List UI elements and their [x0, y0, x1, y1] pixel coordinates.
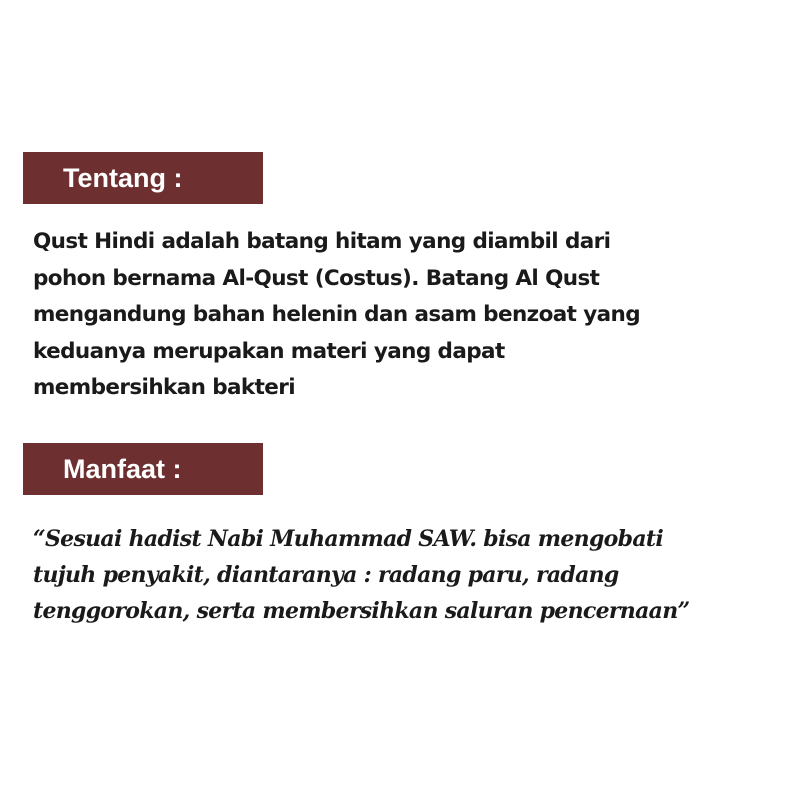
tentang-paragraph [33, 224, 773, 407]
tentang-line: pohon bernama Al-Qust (Costus). Batang Al Qust [33, 265, 600, 291]
manfaat-quote [33, 521, 773, 629]
tentang-line: mengandung bahan helenin dan asam benzoat yang [33, 302, 641, 327]
manfaat-heading: Manfaat : [23, 443, 263, 495]
manfaat-line: tujuh penyakit, diantaranya : radang paru, radang [33, 562, 619, 588]
tentang-line: keduanya merupakan materi yang dapat [33, 338, 505, 364]
tentang-line: membersihkan bakteri [33, 375, 296, 400]
manfaat-line: “Sesuai hadist Nabi Muhammad SAW. bisa mengobati [33, 526, 663, 552]
tentang-line: Qust Hindi adalah batang hitam yang diambil dari [33, 229, 611, 254]
tentang-heading: Tentang : [23, 152, 263, 204]
manfaat-line: tenggorokan, serta membersihkan saluran pencernaan” [33, 598, 690, 624]
